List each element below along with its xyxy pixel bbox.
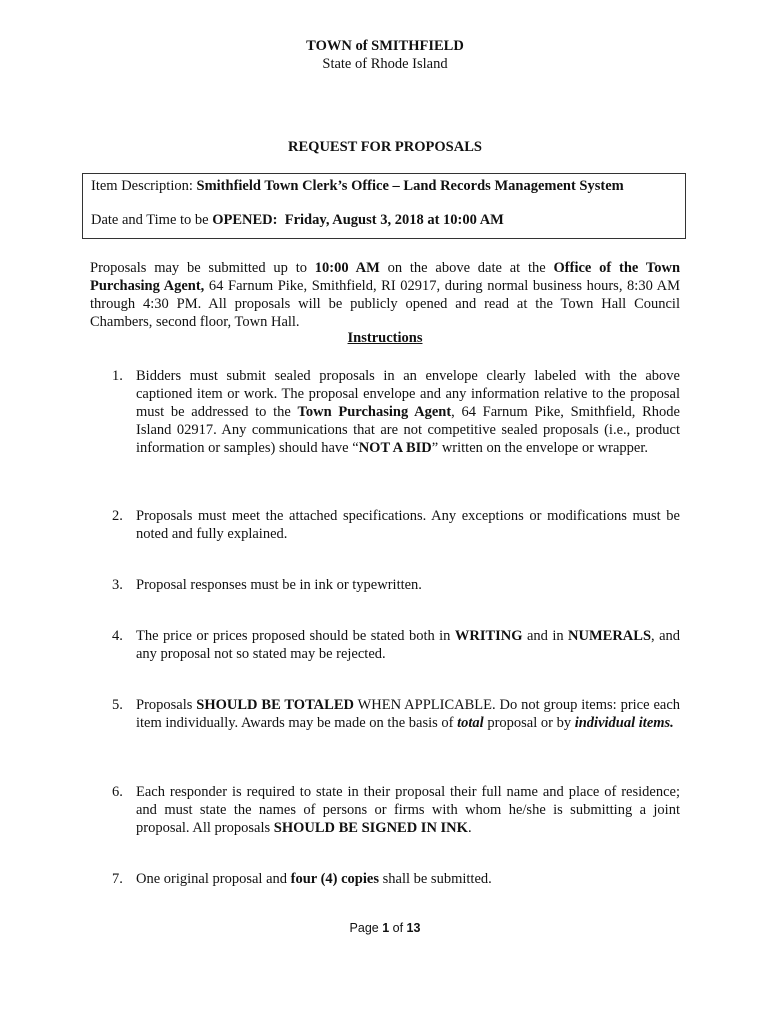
item-text-bold: WRITING (454, 628, 523, 644)
state-heading: State of Rhode Island (322, 56, 448, 72)
page-total: 13 (406, 921, 421, 935)
summary-box (82, 173, 686, 239)
instruction-item-7 (112, 870, 680, 888)
item-text-bold: four (4) copies (290, 871, 379, 887)
opening-date-label: Date and Time to be (91, 212, 213, 228)
item-number: 1. (112, 368, 123, 384)
instruction-item-5 (112, 696, 680, 732)
page-number: 1 (382, 921, 390, 935)
item-text-bold: SHOULD BE SIGNED IN INK (273, 820, 468, 836)
intro-text-1: Proposals may be submitted up to (90, 260, 315, 276)
item-text-bold: Town Purchasing Agent (297, 404, 452, 420)
intro-text-3: 64 Farnum Pike, Smithfield, RI 02917, during normal business hours, 8:30 AM through 4:30 PM. All proposals will be publicly opened and read at the Town Hall Council Chambers, second floor, Town Hall. (90, 278, 680, 330)
instruction-item-4 (112, 627, 680, 663)
opening-date-line (91, 212, 504, 229)
item-text-part: and in (522, 628, 569, 644)
item-text-part: Each responder is required to state in their proposal their full name and place of residence; and must state the names of persons or firms with whom he/she is submitting a joint proposal. All proposals (136, 784, 680, 836)
item-text-bold-italic: individual items. (574, 715, 674, 731)
item-description-line (91, 178, 624, 195)
item-text-part: One original proposal and (136, 871, 291, 887)
item-text (136, 696, 680, 732)
instruction-item-1 (112, 367, 680, 457)
page-word: Page (349, 921, 383, 935)
town-heading: TOWN of SMITHFIELD (306, 38, 464, 54)
instruction-item-2 (112, 507, 680, 543)
item-text (136, 367, 680, 457)
opening-date-value: Friday, August 3, 2018 at 10:00 AM (277, 212, 504, 228)
intro-text-2: on the above date at the (379, 260, 554, 276)
item-number: 5. (112, 697, 123, 713)
item-text (136, 870, 680, 888)
item-text-part: . (467, 820, 472, 836)
item-text-bold: NUMERALS (568, 628, 652, 644)
instruction-item-3 (112, 576, 680, 594)
instruction-item-6 (112, 783, 680, 837)
intro-office: Office of the Town Purchasing Agent, (90, 260, 681, 294)
item-text-part: WHEN APPLICABLE. Do not group items: price each item individually. Awards may be made on the basis of (136, 697, 681, 731)
instructions-heading: Instructions (347, 330, 423, 346)
item-text (136, 783, 680, 837)
item-text-bold-italic: total (457, 715, 484, 731)
opened-label: OPENED: (212, 212, 278, 228)
item-text-part: proposal or by (483, 715, 575, 731)
item-text-part: , 64 Farnum Pike, Smithfield, Rhode Island 02917. Any communications that are not competitive sealed proposals (i.e., product information or samples) should have “ (136, 404, 680, 456)
item-text-bold: NOT A BID (358, 440, 432, 456)
page-footer (0, 921, 770, 935)
item-number: 6. (112, 784, 123, 800)
item-description-label: Item Description: (91, 178, 197, 194)
item-text-part: The price or prices proposed should be stated both in (136, 628, 455, 644)
item-text-part: Proposals must meet the attached specifications. Any exceptions or modifications must be noted and fully explained. (136, 508, 680, 542)
item-number: 2. (112, 508, 123, 524)
item-text-bold: SHOULD BE TOTALED (196, 697, 354, 713)
item-text-part: , and any proposal not so stated may be rejected. (136, 628, 680, 662)
item-text (136, 627, 680, 663)
intro-paragraph (90, 259, 680, 331)
item-number: 4. (112, 628, 123, 644)
item-description-value: Smithfield Town Clerk’s Office – Land Records Management System (196, 178, 624, 194)
item-text-part: shall be submitted. (378, 871, 492, 887)
item-number: 3. (112, 577, 123, 593)
item-number: 7. (112, 871, 123, 887)
item-text (136, 507, 680, 543)
document-title: REQUEST FOR PROPOSALS (288, 139, 482, 155)
item-text (136, 576, 680, 594)
of-word: of (389, 921, 407, 935)
intro-deadline: 10:00 AM (314, 260, 380, 276)
item-text-part: Proposal responses must be in ink or typewritten. (136, 577, 422, 593)
item-text-part: Bidders must submit sealed proposals in an envelope clearly labeled with the above captioned item or work. The proposal envelope and any information relative to the proposal must be addressed to the (136, 368, 680, 420)
item-text-part: ” written on the envelope or wrapper. (431, 440, 648, 456)
item-text-part: Proposals (136, 697, 197, 713)
